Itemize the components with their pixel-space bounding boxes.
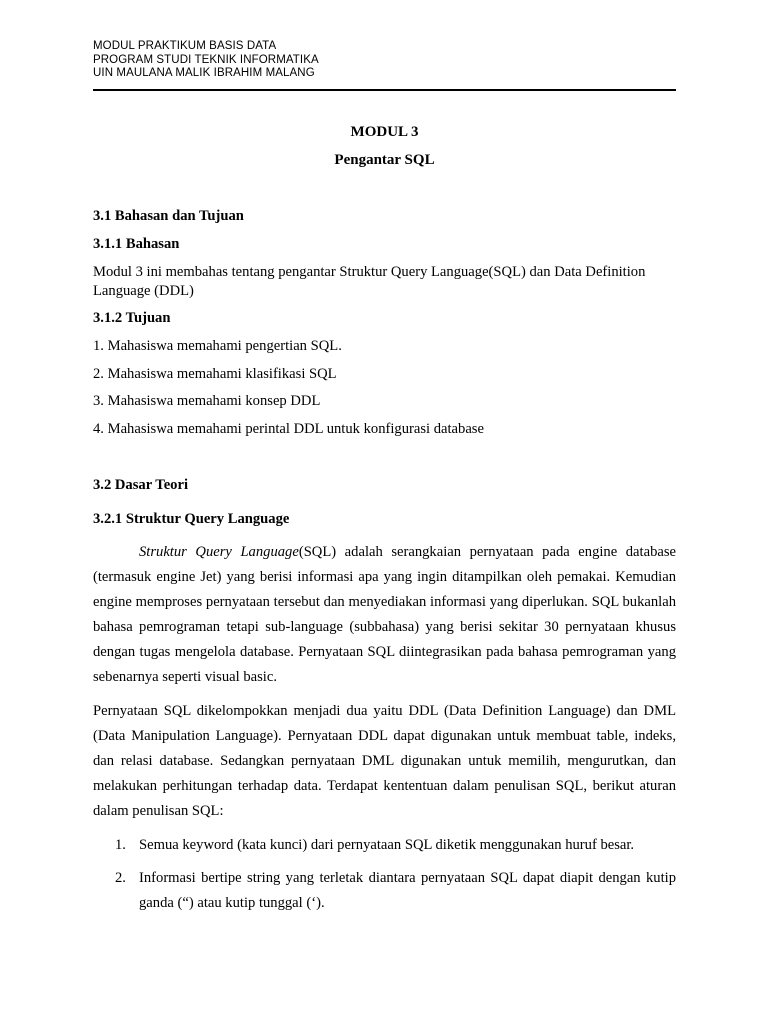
- section-heading-3-2-1: 3.2.1 Struktur Query Language: [93, 511, 290, 527]
- header-line-course: MODUL PRAKTIKUM BASIS DATA: [93, 40, 277, 52]
- module-title: MODUL 3: [350, 124, 419, 140]
- goal-item: 1. Mahasiswa memahami pengertian SQL.: [93, 338, 342, 354]
- rule-item: [93, 866, 676, 916]
- theory-paragraph-1: [93, 540, 676, 690]
- section-heading-3-2: 3.2 Dasar Teori: [93, 477, 189, 493]
- rule-item: [93, 833, 676, 858]
- bahasan-paragraph: Modul 3 ini membahas tentang pengantar Struktur Query Language(SQL) dan Data Definition Language (DDL): [93, 264, 646, 299]
- section-heading-3-1-2: 3.1.2 Tujuan: [93, 310, 171, 326]
- running-header: [93, 40, 319, 81]
- rule-number: 1.: [115, 837, 126, 853]
- header-rule: [93, 89, 676, 91]
- rule-text: Semua keyword (kata kunci) dari pernyataan SQL diketik menggunakan huruf besar.: [139, 837, 635, 853]
- header-line-university: UIN MAULANA MALIK IBRAHIM MALANG: [93, 67, 315, 79]
- sql-term: Struktur Query Language: [139, 544, 299, 560]
- rule-text: Informasi bertipe string yang terletak diantara pernyataan SQL dapat diapit dengan kutip ganda (“) atau kutip tunggal (‘).: [139, 870, 676, 911]
- rule-number: 2.: [115, 870, 126, 886]
- section-heading-3-1: 3.1 Bahasan dan Tujuan: [93, 208, 244, 224]
- goal-item: 4. Mahasiswa memahami perintal DDL untuk konfigurasi database: [93, 421, 484, 437]
- goal-item: 2. Mahasiswa memahami klasifikasi SQL: [93, 366, 337, 382]
- module-subtitle: Pengantar SQL: [334, 152, 435, 168]
- header-line-program: PROGRAM STUDI TEKNIK INFORMATIKA: [93, 53, 319, 66]
- goal-item: 3. Mahasiswa memahami konsep DDL: [93, 393, 321, 409]
- section-heading-3-1-1: 3.1.1 Bahasan: [93, 236, 180, 252]
- theory-paragraph-2: Pernyataan SQL dikelompokkan menjadi dua yaitu DDL (Data Definition Language) dan DML (Data Manipulation Language). Pernyataan DDL dapat digunakan untuk membuat table, indeks, dan relasi database. Sedangkan pernyataan DML digunakan untuk memilih, mengurutkan, dan melakukan perhitungan terhadap data. Terdapat kententuan dalam penulisan SQL, berikut aturan dalam penulisan SQL:: [93, 703, 676, 819]
- theory-paragraph-1-text: (SQL) adalah serangkaian pernyataan pada engine database (termasuk engine Jet) yang berisi informasi apa yang ingin ditampilkan oleh pemakai. Kemudian engine memproses pernyataan tersebut dan menyediakan informasi yang diperlukan. SQL bukanlah bahasa pemrograman tetapi sub-language (subbahasa) yang berisi sekitar 30 pernyataan khusus dengan tugas mengelola database. Pernyataan SQL diintegrasikan pada bahasa pemrograman yang sebenarnya seperti visual basic.: [93, 544, 676, 685]
